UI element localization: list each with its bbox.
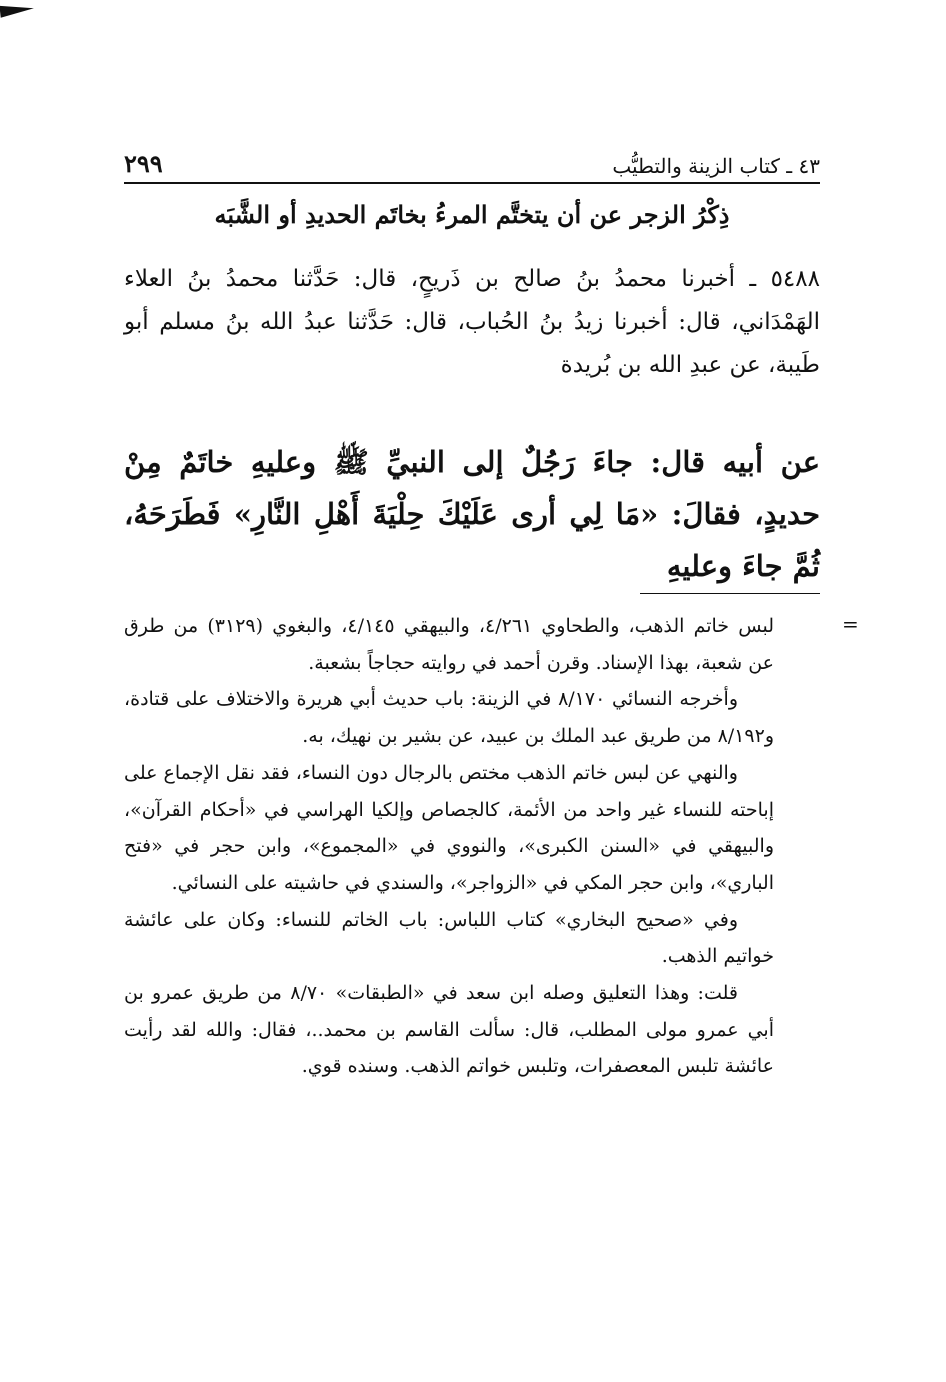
footnote-paragraph: وأخرجه النسائي ٨/١٧٠ في الزينة: باب حديث أبي هريرة والاختلاف على قتادة، و٨/١٩٢ من طريق عبد الملك بن عبيد، عن بشير بن نهيك، به.	[124, 688, 774, 748]
corner-scan-mark	[0, 2, 35, 17]
section-title: ذِكْرُ الزجر عن أن يتختَّم المرءُ بخاتَم الحديدِ أو الشَّبَه	[214, 200, 730, 229]
footnote-paragraph: والنهي عن لبس خاتم الذهب مختص بالرجال دون النساء، فقد نقل الإجماع على إباحته للنساء غير واحد من الأئمة، كالجصاص وإلكيا الهراسي في «أحكام القرآن»، والبيهقي في «السنن الكبرى»، والنووي في «المجموع»، وابن حجر في «فتح الباري»، وابن حجر المكي في «الزواجر»، والسندي في حاشيته على النسائي.	[124, 761, 774, 894]
page-header	[124, 140, 820, 184]
footnote-continuation-marker: =	[842, 612, 859, 636]
footnotes	[124, 608, 774, 1085]
matn-paragraph: عن أبيه قال: جاءَ رَجُلٌ إلى النبيِّ ﷺ وعليهِ خاتَمٌ مِنْ حديدٍ، فقالَ: «مَا لِي أرى عَلَيْكَ حِلْيَةَ أَهْلِ النَّارِ» فَطَرَحَهُ، ثُمَّ جاءَ وعليهِ	[124, 445, 820, 583]
page-number: ٢٩٩	[124, 149, 163, 178]
hadith-matn	[124, 436, 820, 592]
footnote-separator	[640, 593, 820, 594]
isnad-paragraph: ٥٤٨٨ ـ أخبرنا محمدُ بنُ صالح بن ذَريحٍ، قال: حَدَّثنا محمدُ بنُ العلاء الهَمْدَاني، قال: أخبرنا زيدُ بنُ الحُباب، قال: حَدَّثنا عبدُ الله بنُ مسلم أبو طَيبة، عن عبدِ الله بن بُريدة	[124, 266, 820, 378]
footnote-paragraph: قلت: وهذا التعليق وصله ابن سعد في «الطبقات» ٨/٧٠ من طريق عمرو بن أبي عمرو مولى المطلب، قال: سألت القاسم بن محمد..، فقال: والله لقد رأيت عائشة تلبس المعصفرات، وتلبس خواتم الذهب. وسنده قوي.	[124, 982, 774, 1078]
running-head: ٤٣ ـ كتاب الزينة والتطيُّب	[612, 154, 820, 178]
hadith-isnad	[124, 258, 820, 387]
footnote-paragraph: وفي «صحيح البخاري» كتاب اللباس: باب الخاتم للنساء: وكان على عائشة خواتيم الذهب.	[124, 908, 774, 968]
footnote-paragraph: لبس خاتم الذهب، والطحاوي ٤/٢٦١، والبيهقي ٤/١٤٥، والبغوي (٣١٢٩) من طرق عن شعبة، بهذا الإسناد. وقرن أحمد في روايته حجاجاً بشعبة.	[124, 615, 774, 674]
